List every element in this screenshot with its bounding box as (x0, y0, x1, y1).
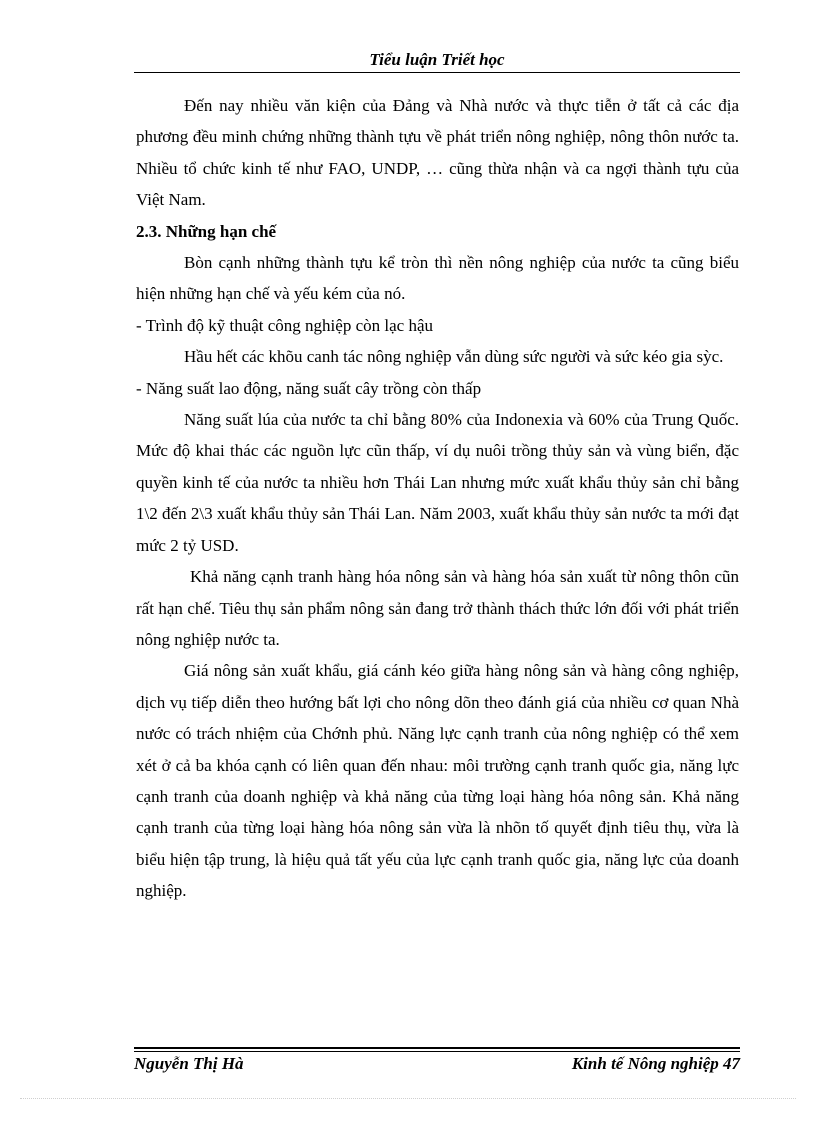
footer-rule-thin (134, 1051, 740, 1052)
paragraph: Bòn cạnh những thành tựu kể tròn thì nền nông nghiệp của nước ta cũng biểu hiện những hạn chế và yếu kém của nó. (136, 253, 739, 304)
paragraph: Hầu hết các khõu canh tác nông nghiệp vẫn dùng sức người và sức kéo gia sỳc. (184, 347, 724, 367)
bullet-item: - Năng suất lao động, năng suất cây trồng còn thấp (136, 378, 482, 398)
paragraph: Giá nông sản xuất khẩu, giá cánh kéo giữa hàng nông sản và hàng công nghiệp, dịch vụ tiếp diễn theo hướng bất lợi cho nông dõn theo đánh giá của nhiều cơ quan Nhà nước có trách nhiệm của Chớnh phủ. Năng lực cạnh tranh của nông nghiệp có thể xem xét ở cả ba khóa cạnh có liên quan đến nhau: môi trường cạnh tranh quốc gia, năng lực cạnh tranh của doanh nghiệp và khả năng của từng loại hàng hóa nông sản. Khả năng cạnh tranh của từng loại hàng hóa nông sản vừa là nhõn tố quyết định tiêu thụ, vừa là biểu hiện tập trung, là hiệu quả tất yếu của lực cạnh tranh quốc gia, năng lực của doanh nghiệp. (136, 661, 739, 901)
footer-rule (134, 1047, 740, 1049)
section-heading: 2.3. Những hạn chế (136, 221, 277, 241)
header-rule (134, 72, 740, 73)
footer-class: Kinh tế Nông nghiệp 47 (571, 1054, 740, 1073)
page-bottom-border (20, 1098, 796, 1099)
paragraph: Năng suất lúa của nước ta chỉ bằng 80% của Indonexia và 60% của Trung Quốc. Mức độ khai thác các nguồn lực cũn thấp, ví dụ nuôi trồng thủy sản và vùng biển, đặc quyền kinh tế của nước ta nhiều hơn Thái Lan nhưng mức xuất khẩu thủy sản chỉ bằng 1\2 đến 2\3 xuất khẩu thủy sản Thái Lan. Năm 2003, xuất khẩu thủy sản nước ta mới đạt mức 2 tỷ USD. (136, 410, 739, 555)
bullet-item: - Trình độ kỹ thuật công nghiệp còn lạc hậu (136, 315, 433, 335)
header-title: Tiểu luận Triết học (369, 50, 505, 69)
document-body (136, 90, 739, 907)
paragraph: Khả năng cạnh tranh hàng hóa nông sản và hàng hóa sản xuất từ nông thôn cũn rất hạn chế. Tiêu thụ sản phẩm nông sản đang trở thành thách thức lớn đối với phát triển nông nghiệp nước ta. (136, 567, 739, 649)
paragraph: Đến nay nhiều văn kiện của Đảng và Nhà nước và thực tiễn ở tất cả các địa phương đều minh chứng những thành tựu về phát triển nông nghiệp, nông thôn nước ta. Nhiều tổ chức kinh tế như FAO, UNDP, … cũng thừa nhận và ca ngợi thành tựu của Việt Nam. (136, 96, 739, 210)
footer-author: Nguyễn Thị Hà (134, 1054, 244, 1073)
